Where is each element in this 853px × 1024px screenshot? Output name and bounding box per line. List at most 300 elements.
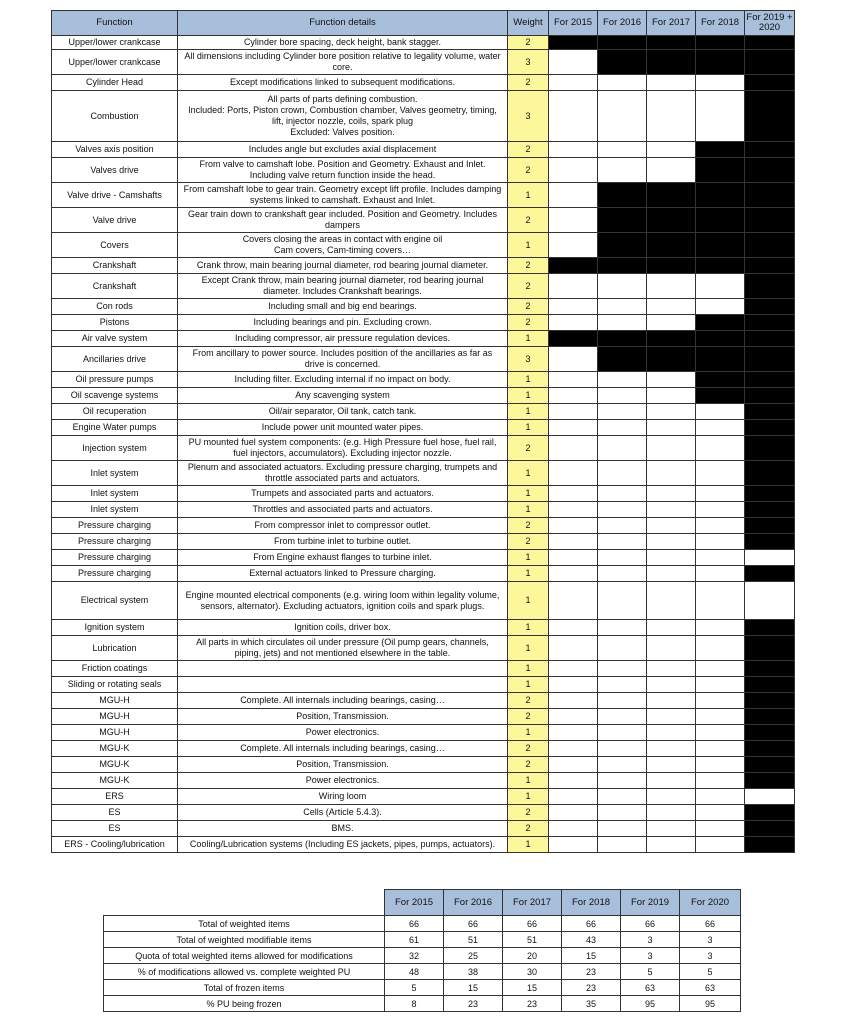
table-row xyxy=(52,677,795,693)
function-details-cell: Trumpets and associated parts and actuators. xyxy=(178,486,508,502)
frozen-cell xyxy=(696,258,745,274)
open-cell xyxy=(647,372,696,388)
open-cell xyxy=(549,91,598,142)
weight-cell: 2 xyxy=(508,258,549,274)
open-cell xyxy=(696,741,745,757)
summary-value: 5 xyxy=(680,964,741,980)
open-cell xyxy=(549,677,598,693)
frozen-cell xyxy=(745,741,795,757)
function-details-cell: Power electronics. xyxy=(178,725,508,741)
function-cell: Inlet system xyxy=(52,486,178,502)
open-cell xyxy=(696,534,745,550)
summary-header-2015: For 2015 xyxy=(385,890,444,916)
summary-value: 23 xyxy=(562,980,621,996)
open-cell xyxy=(549,725,598,741)
header-function-details: Function details xyxy=(178,11,508,36)
header-2018: For 2018 xyxy=(696,11,745,36)
table-row xyxy=(52,372,795,388)
weight-cell: 1 xyxy=(508,837,549,853)
weight-cell: 1 xyxy=(508,725,549,741)
open-cell xyxy=(598,773,647,789)
function-details-cell: Including bearings and pin. Excluding crown. xyxy=(178,315,508,331)
frozen-cell xyxy=(745,636,795,661)
summary-value: 15 xyxy=(444,980,503,996)
open-cell xyxy=(598,837,647,853)
open-cell xyxy=(549,183,598,208)
open-cell xyxy=(549,709,598,725)
open-cell xyxy=(696,274,745,299)
open-cell xyxy=(696,436,745,461)
function-details-cell: All dimensions including Cylinder bore position relative to legality volume, water core. xyxy=(178,50,508,75)
function-details-cell: From ancillary to power source. Includes position of the ancillaries as far as drive is concerned. xyxy=(178,347,508,372)
summary-value: 3 xyxy=(621,948,680,964)
summary-header-2020: For 2020 xyxy=(680,890,741,916)
summary-row xyxy=(104,996,741,1012)
frozen-cell xyxy=(745,50,795,75)
function-details-cell: From camshaft lobe to gear train. Geometry except lift profile. Includes damping systems linked to camshaft. Exhaust and Inlet. xyxy=(178,183,508,208)
open-cell xyxy=(598,534,647,550)
function-details-cell xyxy=(178,677,508,693)
frozen-cell xyxy=(647,183,696,208)
open-cell xyxy=(647,773,696,789)
open-cell xyxy=(696,661,745,677)
open-cell xyxy=(598,436,647,461)
summary-value: 61 xyxy=(385,932,444,948)
frozen-cell xyxy=(745,274,795,299)
table-row xyxy=(52,741,795,757)
summary-value: 66 xyxy=(680,916,741,932)
table-row xyxy=(52,315,795,331)
frozen-cell xyxy=(696,183,745,208)
open-cell xyxy=(549,158,598,183)
table-row xyxy=(52,461,795,486)
open-cell xyxy=(549,420,598,436)
open-cell xyxy=(696,518,745,534)
frozen-cell xyxy=(745,436,795,461)
function-cell: ERS - Cooling/lubrication xyxy=(52,837,178,853)
function-details-cell: Cylinder bore spacing, deck height, bank stagger. xyxy=(178,36,508,50)
table-row xyxy=(52,404,795,420)
summary-row xyxy=(104,964,741,980)
function-cell: Oil pressure pumps xyxy=(52,372,178,388)
frozen-cell xyxy=(696,331,745,347)
function-cell: Pressure charging xyxy=(52,566,178,582)
weight-cell: 2 xyxy=(508,142,549,158)
function-cell: Engine Water pumps xyxy=(52,420,178,436)
open-cell xyxy=(549,436,598,461)
open-cell xyxy=(696,91,745,142)
table-row xyxy=(52,420,795,436)
summary-header-2016: For 2016 xyxy=(444,890,503,916)
open-cell xyxy=(598,486,647,502)
function-cell: Pressure charging xyxy=(52,534,178,550)
summary-value: 66 xyxy=(385,916,444,932)
frozen-cell xyxy=(745,837,795,853)
open-cell xyxy=(647,75,696,91)
table-row xyxy=(52,347,795,372)
summary-value: 66 xyxy=(503,916,562,932)
summary-value: 15 xyxy=(503,980,562,996)
weight-cell: 2 xyxy=(508,274,549,299)
frozen-cell xyxy=(745,258,795,274)
open-cell xyxy=(696,550,745,566)
summary-header-2017: For 2017 xyxy=(503,890,562,916)
table-row xyxy=(52,620,795,636)
summary-value: 5 xyxy=(385,980,444,996)
summary-value: 15 xyxy=(562,948,621,964)
summary-header-row xyxy=(104,890,741,916)
open-cell xyxy=(549,773,598,789)
open-cell xyxy=(549,142,598,158)
summary-value: 51 xyxy=(444,932,503,948)
table-row xyxy=(52,258,795,274)
function-cell: Inlet system xyxy=(52,461,178,486)
open-cell xyxy=(598,677,647,693)
function-details-cell: Crank throw, main bearing journal diameter, rod bearing journal diameter. xyxy=(178,258,508,274)
function-cell: Oil recuperation xyxy=(52,404,178,420)
open-cell xyxy=(549,388,598,404)
open-cell xyxy=(696,773,745,789)
function-cell: Cylinder Head xyxy=(52,75,178,91)
open-cell xyxy=(549,502,598,518)
open-cell xyxy=(696,636,745,661)
open-cell xyxy=(598,709,647,725)
frozen-cell xyxy=(745,142,795,158)
function-cell: Con rods xyxy=(52,299,178,315)
open-cell xyxy=(549,534,598,550)
weight-cell: 2 xyxy=(508,75,549,91)
function-cell: Ancillaries drive xyxy=(52,347,178,372)
summary-label: Total of frozen items xyxy=(104,980,385,996)
weight-cell: 1 xyxy=(508,233,549,258)
frozen-cell xyxy=(745,75,795,91)
frozen-cell xyxy=(745,773,795,789)
summary-value: 51 xyxy=(503,932,562,948)
function-cell: Crankshaft xyxy=(52,258,178,274)
frozen-cell xyxy=(745,518,795,534)
function-details-cell: Position, Transmission. xyxy=(178,709,508,725)
open-cell xyxy=(647,837,696,853)
summary-value: 8 xyxy=(385,996,444,1012)
weight-cell: 1 xyxy=(508,550,549,566)
open-cell xyxy=(696,75,745,91)
weight-cell: 3 xyxy=(508,347,549,372)
function-cell: Air valve system xyxy=(52,331,178,347)
summary-value: 66 xyxy=(621,916,680,932)
frozen-cell xyxy=(745,661,795,677)
open-cell xyxy=(647,620,696,636)
open-cell xyxy=(647,158,696,183)
open-cell xyxy=(696,566,745,582)
frozen-cell xyxy=(696,388,745,404)
open-cell xyxy=(647,486,696,502)
weight-cell: 2 xyxy=(508,158,549,183)
table-row xyxy=(52,50,795,75)
summary-value: 35 xyxy=(562,996,621,1012)
open-cell xyxy=(549,50,598,75)
weight-cell: 3 xyxy=(508,91,549,142)
open-cell xyxy=(696,461,745,486)
open-cell xyxy=(647,550,696,566)
frozen-cell xyxy=(696,315,745,331)
open-cell xyxy=(745,550,795,566)
table-row xyxy=(52,805,795,821)
open-cell xyxy=(549,566,598,582)
open-cell xyxy=(647,741,696,757)
weight-cell: 2 xyxy=(508,741,549,757)
table-row xyxy=(52,837,795,853)
function-details-cell: Includes angle but excludes axial displacement xyxy=(178,142,508,158)
frozen-cell xyxy=(549,258,598,274)
open-cell xyxy=(598,518,647,534)
header-function: Function xyxy=(52,11,178,36)
open-cell xyxy=(696,502,745,518)
function-cell: Upper/lower crankcase xyxy=(52,36,178,50)
summary-value: 30 xyxy=(503,964,562,980)
summary-value: 3 xyxy=(680,932,741,948)
frozen-cell xyxy=(745,315,795,331)
frozen-cell xyxy=(745,91,795,142)
weight-cell: 2 xyxy=(508,805,549,821)
open-cell xyxy=(549,372,598,388)
table-row xyxy=(52,233,795,258)
frozen-cell xyxy=(696,372,745,388)
summary-row xyxy=(104,948,741,964)
header-row xyxy=(52,11,795,36)
open-cell xyxy=(598,620,647,636)
table-row xyxy=(52,550,795,566)
open-cell xyxy=(598,404,647,420)
table-row xyxy=(52,582,795,620)
open-cell xyxy=(598,158,647,183)
frozen-cell xyxy=(745,420,795,436)
table-row xyxy=(52,502,795,518)
frozen-cell xyxy=(745,208,795,233)
frozen-cell xyxy=(745,566,795,582)
open-cell xyxy=(598,566,647,582)
frozen-cell xyxy=(745,404,795,420)
frozen-cell xyxy=(647,233,696,258)
function-cell: ERS xyxy=(52,789,178,805)
function-details-cell: Ignition coils, driver box. xyxy=(178,620,508,636)
weight-cell: 2 xyxy=(508,36,549,50)
function-cell: MGU-H xyxy=(52,725,178,741)
function-cell: Ignition system xyxy=(52,620,178,636)
frozen-cell xyxy=(745,372,795,388)
frozen-cell xyxy=(598,36,647,50)
open-cell xyxy=(598,75,647,91)
table-row xyxy=(52,789,795,805)
weight-cell: 1 xyxy=(508,566,549,582)
function-cell: MGU-K xyxy=(52,741,178,757)
summary-value: 20 xyxy=(503,948,562,964)
open-cell xyxy=(647,142,696,158)
open-cell xyxy=(647,388,696,404)
function-cell: Electrical system xyxy=(52,582,178,620)
frozen-cell xyxy=(598,331,647,347)
frozen-cell xyxy=(696,142,745,158)
summary-value: 66 xyxy=(562,916,621,932)
function-details-cell: Plenum and associated actuators. Excluding pressure charging, trumpets and throttle associated parts and actuators. xyxy=(178,461,508,486)
table-row xyxy=(52,693,795,709)
weight-cell: 1 xyxy=(508,388,549,404)
frozen-cell xyxy=(745,693,795,709)
frozen-cell xyxy=(647,331,696,347)
function-details-cell: Complete. All internals including bearings, casing… xyxy=(178,693,508,709)
table-row xyxy=(52,725,795,741)
weight-cell: 1 xyxy=(508,183,549,208)
open-cell xyxy=(647,661,696,677)
open-cell xyxy=(549,636,598,661)
table-row xyxy=(52,158,795,183)
open-cell xyxy=(598,91,647,142)
open-cell xyxy=(647,502,696,518)
table-row xyxy=(52,661,795,677)
summary-row xyxy=(104,932,741,948)
function-cell: Pressure charging xyxy=(52,550,178,566)
table-row xyxy=(52,208,795,233)
table-row xyxy=(52,757,795,773)
weight-cell: 2 xyxy=(508,299,549,315)
function-cell: Upper/lower crankcase xyxy=(52,50,178,75)
open-cell xyxy=(696,709,745,725)
open-cell xyxy=(549,837,598,853)
weight-cell: 1 xyxy=(508,331,549,347)
function-cell: Valve drive - Camshafts xyxy=(52,183,178,208)
frozen-cell xyxy=(745,620,795,636)
weight-cell: 2 xyxy=(508,709,549,725)
open-cell xyxy=(549,741,598,757)
function-details-cell: All parts of parts defining combustion. Included: Ports, Piston crown, Combustion chamber, Valves geometry, timing, lift, injector nozzle, coils, spark plug Excluded: Valves position. xyxy=(178,91,508,142)
summary-header-2018: For 2018 xyxy=(562,890,621,916)
weight-cell: 2 xyxy=(508,534,549,550)
open-cell xyxy=(696,757,745,773)
function-cell: MGU-K xyxy=(52,757,178,773)
function-details-cell: External actuators linked to Pressure charging. xyxy=(178,566,508,582)
open-cell xyxy=(598,661,647,677)
weight-cell: 1 xyxy=(508,677,549,693)
weight-cell: 1 xyxy=(508,404,549,420)
function-details-cell: PU mounted fuel system components: (e.g. High Pressure fuel hose, fuel rail, fuel injectors, accumulators). Excluding injector nozzle. xyxy=(178,436,508,461)
weight-cell: 3 xyxy=(508,50,549,75)
function-details-cell: From turbine inlet to turbine outlet. xyxy=(178,534,508,550)
open-cell xyxy=(598,821,647,837)
summary-value: 25 xyxy=(444,948,503,964)
function-details-cell: Power electronics. xyxy=(178,773,508,789)
table-row xyxy=(52,142,795,158)
function-details-cell: Complete. All internals including bearings, casing… xyxy=(178,741,508,757)
open-cell xyxy=(598,636,647,661)
function-details-cell: Throttles and associated parts and actuators. xyxy=(178,502,508,518)
open-cell xyxy=(549,233,598,258)
table-row xyxy=(52,534,795,550)
open-cell xyxy=(647,709,696,725)
open-cell xyxy=(598,388,647,404)
summary-value: 23 xyxy=(562,964,621,980)
frozen-cell xyxy=(745,821,795,837)
function-cell: MGU-K xyxy=(52,773,178,789)
open-cell xyxy=(549,315,598,331)
open-cell xyxy=(696,299,745,315)
summary-header-2019: For 2019 xyxy=(621,890,680,916)
table-row xyxy=(52,183,795,208)
open-cell xyxy=(598,741,647,757)
function-cell: Crankshaft xyxy=(52,274,178,299)
function-details-cell: Include power unit mounted water pipes. xyxy=(178,420,508,436)
frozen-cell xyxy=(745,757,795,773)
function-cell: Valves axis position xyxy=(52,142,178,158)
open-cell xyxy=(549,661,598,677)
open-cell xyxy=(647,636,696,661)
frozen-cell xyxy=(549,36,598,50)
summary-label: Total of weighted modifiable items xyxy=(104,932,385,948)
frozen-cell xyxy=(598,233,647,258)
frozen-cell xyxy=(745,183,795,208)
frozen-cell xyxy=(696,36,745,50)
open-cell xyxy=(598,299,647,315)
open-cell xyxy=(647,805,696,821)
open-cell xyxy=(598,315,647,331)
weight-cell: 1 xyxy=(508,372,549,388)
frozen-cell xyxy=(696,208,745,233)
function-details-cell: From valve to camshaft lobe. Position and Geometry. Exhaust and Inlet. Including valve return function inside the head. xyxy=(178,158,508,183)
open-cell xyxy=(598,725,647,741)
frozen-cell xyxy=(745,233,795,258)
open-cell xyxy=(598,142,647,158)
summary-value: 23 xyxy=(444,996,503,1012)
frozen-cell xyxy=(745,709,795,725)
frozen-cell xyxy=(745,677,795,693)
function-details-cell: BMS. xyxy=(178,821,508,837)
summary-value: 66 xyxy=(444,916,503,932)
function-details-cell: Including filter. Excluding internal if no impact on body. xyxy=(178,372,508,388)
function-cell: Combustion xyxy=(52,91,178,142)
function-cell: Pistons xyxy=(52,315,178,331)
weight-cell: 1 xyxy=(508,636,549,661)
weight-cell: 1 xyxy=(508,582,549,620)
open-cell xyxy=(647,789,696,805)
header-weight: Weight xyxy=(508,11,549,36)
frozen-cell xyxy=(598,258,647,274)
weight-cell: 2 xyxy=(508,208,549,233)
function-details-cell: Position, Transmission. xyxy=(178,757,508,773)
open-cell xyxy=(598,693,647,709)
function-cell: Friction coatings xyxy=(52,661,178,677)
summary-value: 38 xyxy=(444,964,503,980)
open-cell xyxy=(549,620,598,636)
frozen-cell xyxy=(598,347,647,372)
table-row xyxy=(52,566,795,582)
table-row xyxy=(52,518,795,534)
open-cell xyxy=(647,461,696,486)
open-cell xyxy=(549,582,598,620)
function-details-cell: Covers closing the areas in contact with engine oil Cam covers, Cam-timing covers… xyxy=(178,233,508,258)
open-cell xyxy=(696,677,745,693)
frozen-cell xyxy=(696,347,745,372)
frozen-cell xyxy=(745,805,795,821)
summary-label: Total of weighted items xyxy=(104,916,385,932)
function-details-cell: Cells (Article 5.4.3). xyxy=(178,805,508,821)
table-row xyxy=(52,36,795,50)
open-cell xyxy=(549,461,598,486)
frozen-cell xyxy=(647,347,696,372)
open-cell xyxy=(598,789,647,805)
function-cell: MGU-H xyxy=(52,709,178,725)
open-cell xyxy=(696,805,745,821)
summary-table xyxy=(103,889,741,1012)
summary-value: 3 xyxy=(680,948,741,964)
function-details-cell: Cooling/Lubrication systems (Including ES jackets, pipes, pumps, actuators). xyxy=(178,837,508,853)
